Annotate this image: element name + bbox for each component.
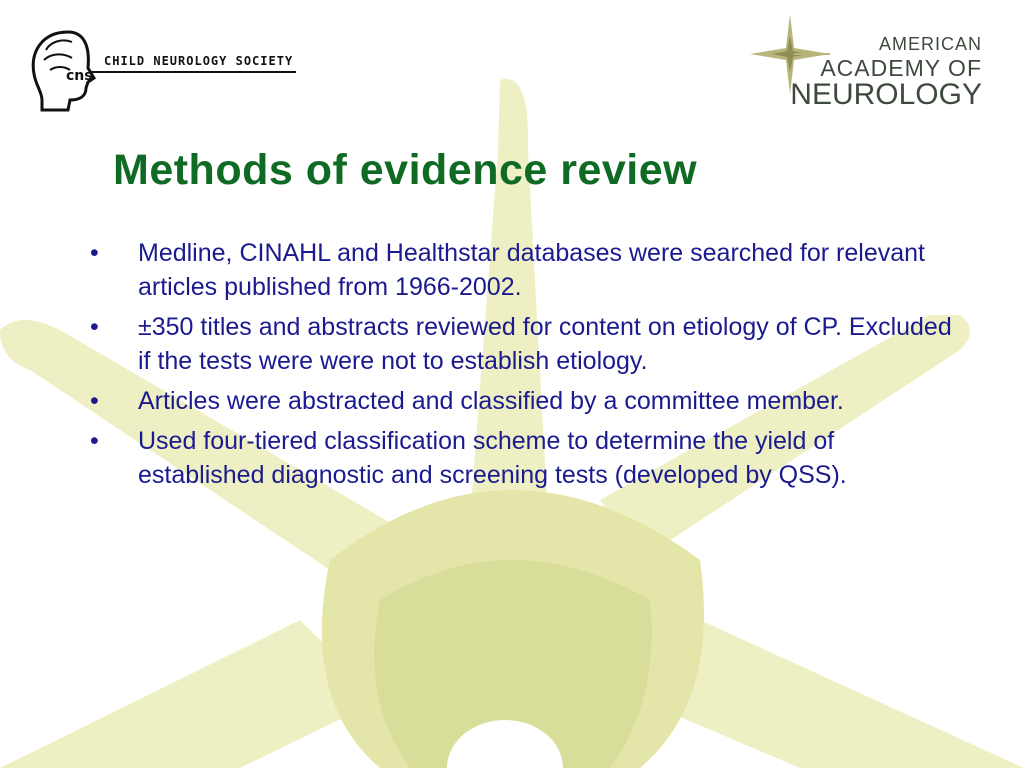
child-neurology-society-logo [28, 28, 298, 114]
bullet-item [80, 236, 960, 304]
aan-line-1: AMERICAN [878, 34, 982, 54]
bullet-text: Used four-tiered classification scheme to determine the yield of established diagnostic and screening tests (developed by QSS). [138, 427, 847, 489]
bullet-glyph: • [90, 427, 99, 455]
aan-line-3: NEUROLOGY [790, 78, 982, 111]
bullet-text: Articles were abstracted and classified by a committee member. [138, 387, 844, 415]
bullet-glyph: • [90, 387, 99, 415]
bullet-text: ±350 titles and abstracts reviewed for content on etiology of CP. Excluded if the tests were were not to establish etiology. [138, 313, 952, 375]
aan-line-2: ACADEMY OF [820, 55, 982, 81]
bullet-glyph: • [90, 313, 99, 341]
bullet-item [80, 424, 960, 492]
aan-logo [750, 10, 1010, 110]
bullet-text: Medline, CINAHL and Healthstar databases were searched for relevant articles published from 1966-2002. [138, 239, 925, 301]
bullet-item [80, 310, 960, 378]
slide-title: Methods of evidence review [113, 146, 698, 194]
bullet-item [80, 384, 960, 418]
bullet-list [80, 236, 960, 498]
bullet-glyph: • [90, 239, 99, 267]
society-name: CHILD NEUROLOGY SOCIETY [104, 54, 294, 68]
cns-mark: cns [66, 68, 93, 84]
